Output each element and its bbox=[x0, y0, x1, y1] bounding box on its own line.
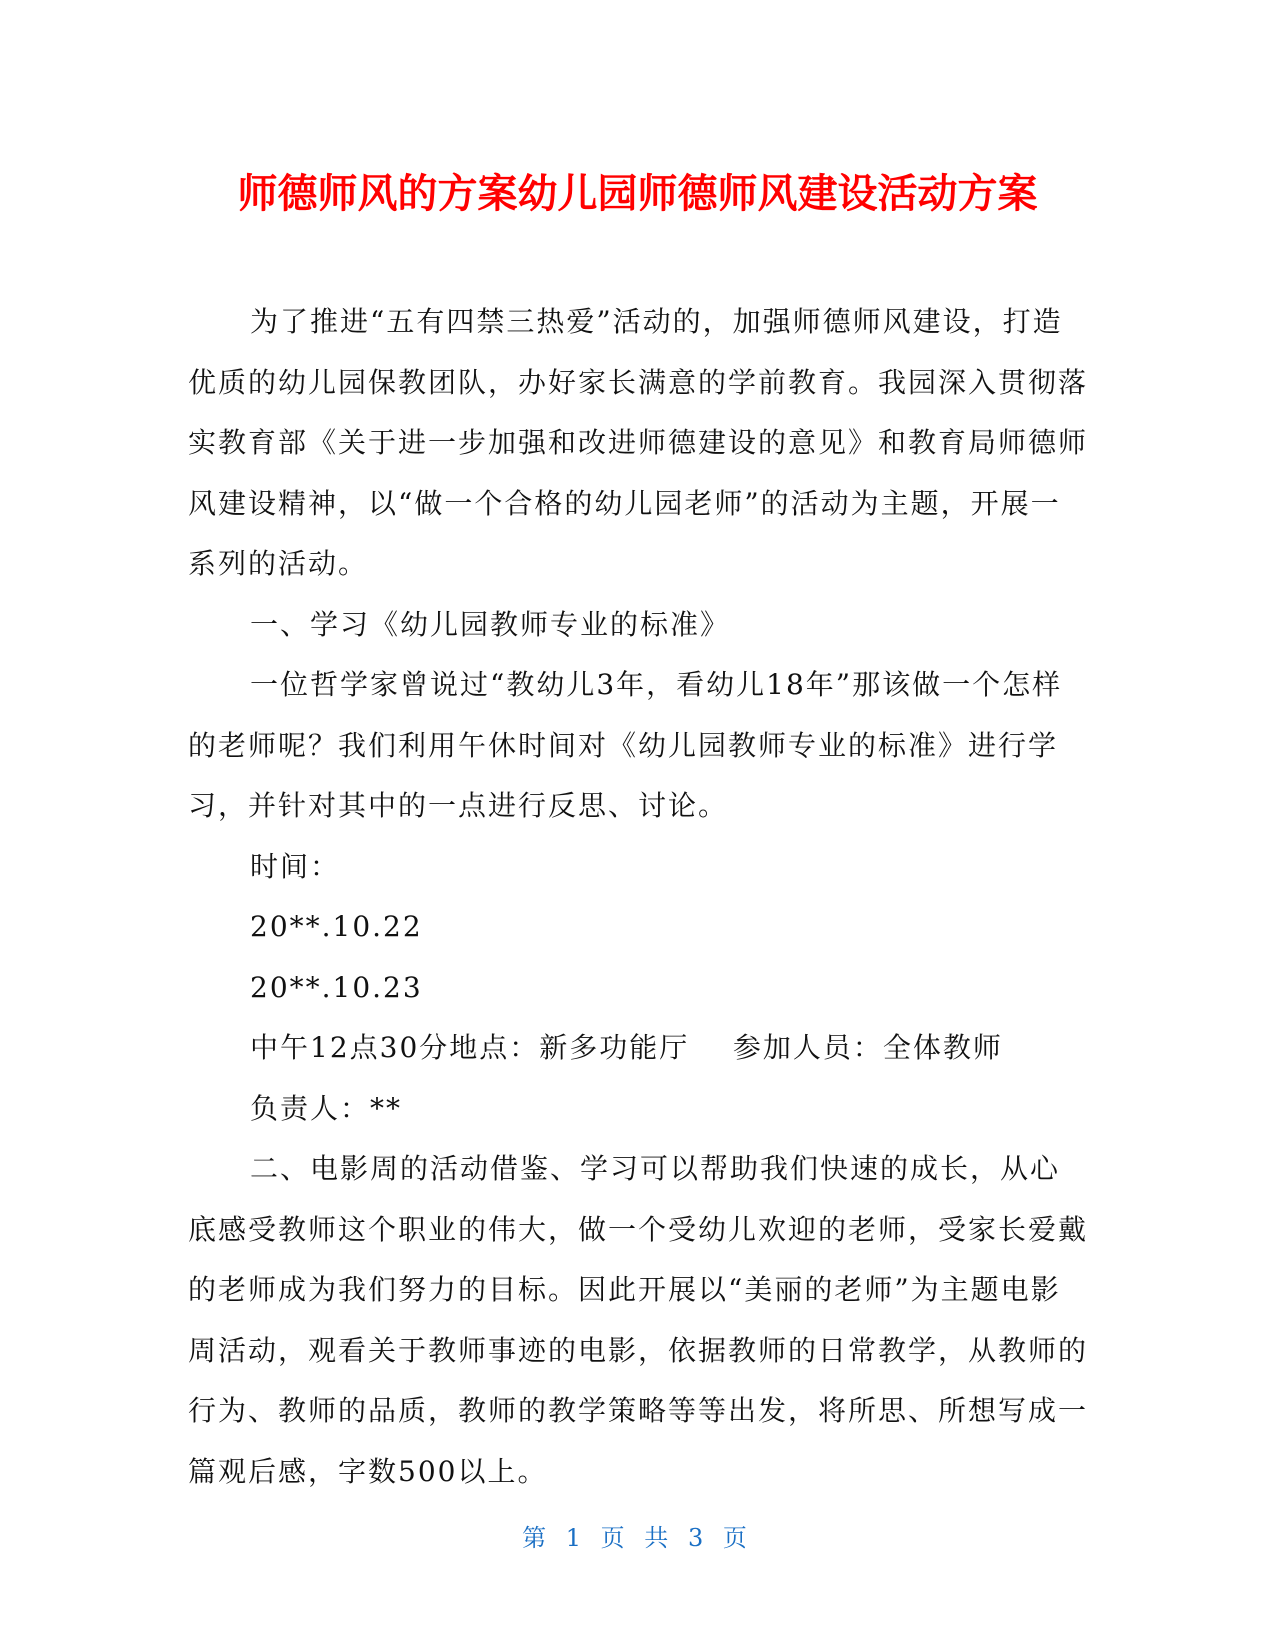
section-heading-1: 一、学习《幼儿园教师专业的标准》 bbox=[250, 607, 731, 641]
date-1: 20**.10.22 bbox=[250, 910, 423, 943]
date-2: 20**.10.23 bbox=[250, 970, 423, 1004]
section-2-paragraph: 二、电影周的活动借鉴、学习可以帮助我们快速的成长，从心底感受教师这个职业的伟大，做一个受幼儿欢迎的老师，受家长爱戴的老师成为我们努力的目标。因此开展以“美丽的老师”为主题电影周活动，观看关于教师事迹的电影，依据教师的日常教学，从教师的行为、教师的品质，教师的教学策略等等出发，将所思、所想写成一篇观后感，字数500以上。 bbox=[188, 1152, 1089, 1488]
page-indicator: 第 1 页 共 3 页 bbox=[522, 1524, 753, 1552]
document-body bbox=[188, 292, 1088, 1502]
document-title: 师德师风的方案幼儿园师德师风建设活动方案 bbox=[237, 171, 1038, 217]
study-paragraph: 一位哲学家曾说过“教幼儿3年，看幼儿18年”那该做一个怎样的老师呢？我们利用午休时间对《幼儿园教师专业的标准》进行学习，并针对其中的一点进行反思、讨论。 bbox=[188, 668, 1063, 822]
responsible-person: 负责人：** bbox=[250, 1091, 403, 1125]
time-location-participants: 中午12点30分地点：新多功能厅 参加人员：全体教师 bbox=[250, 1031, 1003, 1064]
time-label: 时间： bbox=[250, 849, 341, 883]
intro-paragraph: 为了推进“五有四禁三热爱”活动的，加强师德师风建设，打造优质的幼儿园保教团队，办好家长满意的学前教育。我园深入贯彻落实教育部《关于进一步加强和改进师德建设的意见》和教育局师德师风建设精神，以“做一个合格的幼儿园老师”的活动为主题，开展一系列的活动。 bbox=[188, 305, 1089, 580]
